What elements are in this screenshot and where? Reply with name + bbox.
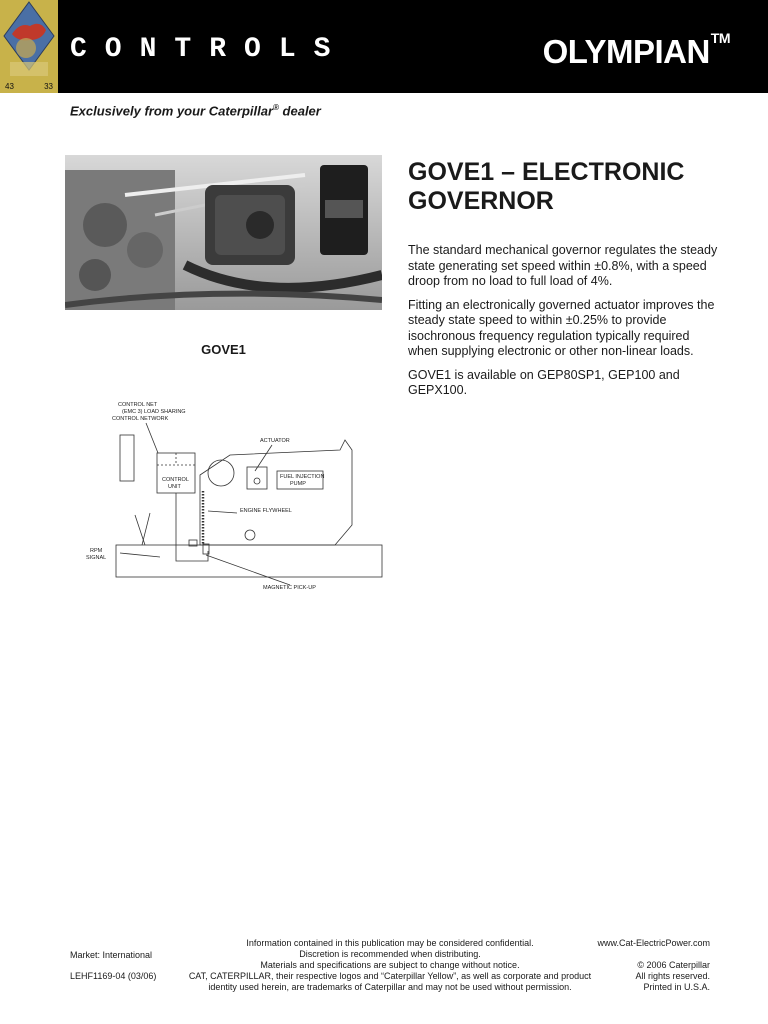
footer-website-link[interactable]: www.Cat-ElectricPower.com (597, 938, 710, 948)
label-flywheel: ENGINE FLYWHEEL (240, 508, 292, 514)
label-fuel-pump-2: PUMP (290, 481, 306, 487)
tagline-suffix: dealer (278, 103, 321, 119)
brand-name: OLYMPIAN (542, 33, 710, 70)
paragraph-mechanical: The standard mechanical governor regulates the steady state generating set speed within ±0.8%, with a speed droop from no load to full load of 4%. (408, 243, 718, 288)
label-rpm-2: SIGNAL (86, 555, 107, 561)
legal-line: CAT, CATERPILLAR, their respective logos and “Caterpillar Yellow”, as well as corporate and product (188, 971, 592, 981)
label-control-net-3: CONTROL NETWORK (112, 416, 169, 422)
footer-copyright: © 2006 Caterpillar (637, 960, 710, 970)
registered-mark: ® (273, 103, 279, 112)
footer-spacer (597, 949, 710, 960)
legal-line: Information contained in this publication may be considered confidential. (246, 938, 534, 948)
section-title: CONTROLS (70, 34, 349, 65)
brand-logo (543, 26, 730, 72)
tagline-text: Exclusively from your Caterpillar (70, 103, 274, 119)
label-control-unit-2: UNIT (168, 484, 181, 490)
label-control-unit-1: CONTROL (162, 477, 189, 483)
footer-rights: All rights reserved. (635, 971, 710, 981)
governor-photo (65, 155, 382, 310)
paragraph-availability: GOVE1 is available on GEP80SP1, GEP100 and GEPX100. (408, 367, 680, 397)
label-actuator: ACTUATOR (260, 438, 290, 444)
label-pickup: MAGNETIC PICK-UP (263, 585, 316, 591)
footer (0, 936, 768, 996)
label-control-net-1: CONTROL NET (118, 402, 158, 408)
engine-photo-image (65, 155, 382, 310)
header-band (0, 0, 768, 93)
legal-line: Materials and specifications are subject to change without notice. (260, 960, 520, 970)
legal-line: identity used herein, are trademarks of Caterpillar and may not be used without permission. (208, 982, 572, 992)
footer-doc-code: LEHF1169-04 (03/06) (70, 971, 157, 981)
footer-right (597, 938, 710, 993)
trademark-mark: TM (710, 30, 730, 46)
governor-diagram (80, 395, 390, 595)
paragraph-electronic: Fitting an electronically governed actuator improves the steady state speed to within ±0.25% to provide isochronous frequency regulation typically required when supplying electronic or other non-linear loads. (408, 297, 715, 358)
label-fuel-pump-1: FUEL INJECTION (280, 474, 325, 480)
dealer-tagline (70, 99, 321, 120)
badge-page-left: 43 (5, 81, 14, 91)
legal-line: Discretion is recommended when distributing. (299, 949, 481, 959)
label-control-net-2: (EMC 3) LOAD SHARING (122, 409, 186, 415)
section-badge (0, 0, 58, 93)
badge-page-numbers (0, 79, 58, 93)
footer-legal (170, 938, 610, 993)
schematic-diagram (80, 395, 390, 595)
badge-page-right: 33 (44, 81, 53, 91)
page-title: GOVE1 – ELECTRONIC GOVERNOR (408, 158, 685, 215)
body-text (408, 243, 718, 407)
footer-printed: Printed in U.S.A. (643, 982, 710, 992)
photo-caption: GOVE1 (201, 342, 246, 357)
footer-market: Market: International (70, 950, 153, 960)
label-rpm-1: RPM (90, 548, 103, 554)
